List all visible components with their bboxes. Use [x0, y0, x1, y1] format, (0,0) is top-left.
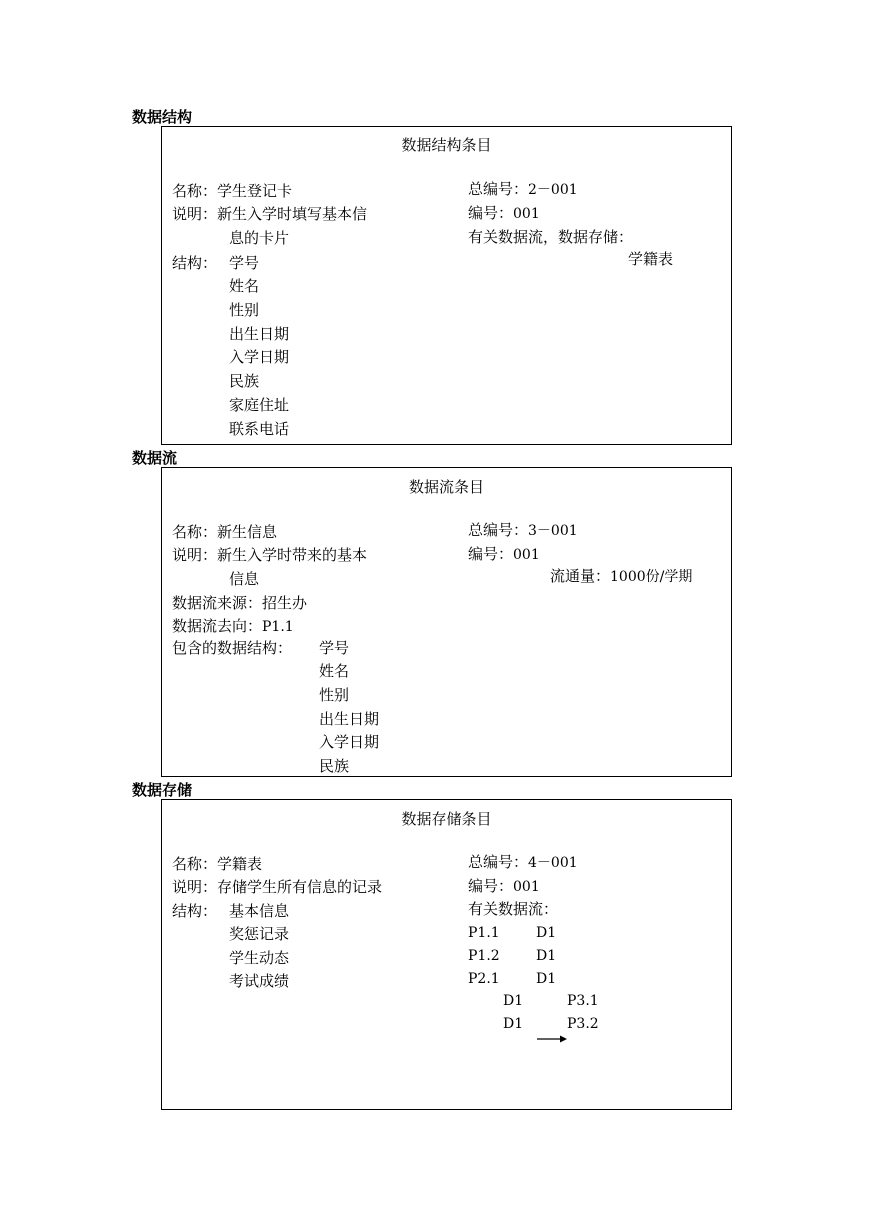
store-flow-from: P2.1: [468, 971, 500, 987]
structure-related-value: 学籍表: [628, 250, 674, 268]
structure-field: 家庭住址: [229, 396, 290, 414]
structure-total-number-label: 总编号：: [468, 180, 529, 198]
arrow-right-icon: [536, 1033, 568, 1045]
section-heading-structure: 数据结构: [132, 108, 193, 126]
flow-field: 性别: [319, 686, 350, 704]
structure-number: [468, 204, 540, 223]
flow-volume-label: 流通量：: [550, 567, 611, 585]
flow-field: 入学日期: [319, 733, 380, 751]
store-total-number-value: 4－001: [528, 855, 578, 871]
flow-source: 数据流来源：招生办: [172, 594, 308, 612]
store-entry-box: [161, 799, 732, 1110]
flow-field: 出生日期: [319, 710, 380, 728]
flow-destination-label: 数据流去向：: [172, 617, 263, 635]
flow-number-label: 编号：: [468, 545, 514, 563]
store-flow-to: P3.2: [567, 1016, 599, 1032]
flow-field: 民族: [319, 757, 350, 775]
structure-total-number: [468, 180, 578, 199]
structure-entry-title: 数据结构条目: [401, 136, 492, 154]
flow-number: [468, 545, 540, 564]
store-description: 说明：存储学生所有信息的记录: [172, 878, 383, 896]
flow-volume-number: 1000: [610, 569, 646, 585]
flow-entry-title: 数据流条目: [408, 478, 484, 496]
store-flow-to: D1: [536, 948, 557, 964]
flow-number-value: 001: [513, 547, 540, 563]
store-flow-to: P3.1: [567, 993, 599, 1009]
store-number: [468, 877, 540, 896]
structure-description-line1: 说明：新生入学时填写基本信: [172, 205, 368, 223]
structure-number-label: 编号：: [468, 204, 514, 222]
structure-field: 性别: [229, 301, 260, 319]
structure-name: 名称：学生登记卡: [172, 182, 293, 200]
structure-entry-box: [161, 126, 732, 445]
structure-number-value: 001: [513, 206, 540, 222]
store-field: 奖惩记录: [229, 925, 290, 943]
flow-total-number: [468, 521, 578, 540]
store-name: 名称：学籍表: [172, 855, 263, 873]
flow-destination-value: P1.1: [262, 619, 294, 635]
section-heading-flow: 数据流: [132, 449, 178, 467]
store-flow-from: D1: [503, 993, 524, 1009]
flow-field: 姓名: [319, 662, 350, 680]
store-flow-from: P1.1: [468, 925, 500, 941]
store-total-number-label: 总编号：: [468, 853, 529, 871]
flow-volume-unit: 份/学期: [645, 569, 693, 585]
structure-field: 姓名: [229, 277, 260, 295]
structure-field: 出生日期: [229, 325, 290, 343]
store-number-label: 编号：: [468, 877, 514, 895]
store-flow-from: D1: [503, 1016, 524, 1032]
structure-field: 学号: [229, 254, 260, 272]
flow-volume: [550, 567, 692, 586]
store-total-number: [468, 853, 578, 872]
store-field: 考试成绩: [229, 972, 290, 990]
structure-description-line2: 息的卡片: [229, 229, 290, 247]
store-number-value: 001: [513, 879, 540, 895]
flow-description-line1: 说明：新生入学时带来的基本: [172, 546, 368, 564]
flow-contains-label: 包含的数据结构：: [172, 639, 293, 657]
store-field: 学生动态: [229, 949, 290, 967]
flow-total-number-value: 3－001: [528, 523, 578, 539]
flow-entry-box: [161, 467, 732, 777]
flow-name: 名称：新生信息: [172, 523, 278, 541]
store-flow-to: D1: [536, 925, 557, 941]
structure-field: 联系电话: [229, 420, 290, 438]
flow-total-number-label: 总编号：: [468, 521, 529, 539]
store-field: 基本信息: [229, 902, 290, 920]
structure-field: 入学日期: [229, 348, 290, 366]
flow-description-line2: 信息: [229, 570, 260, 588]
structure-field: 民族: [229, 372, 260, 390]
structure-related-label: 有关数据流，数据存储：: [468, 228, 634, 246]
flow-field: 学号: [319, 639, 350, 657]
structure-total-number-value: 2－001: [528, 182, 578, 198]
store-entry-title: 数据存储条目: [401, 810, 492, 828]
store-flow-to: D1: [536, 971, 557, 987]
structure-struct-label: 结构：: [172, 254, 218, 272]
store-flow-from: P1.2: [468, 948, 500, 964]
section-heading-store: 数据存储: [132, 781, 193, 799]
flow-destination: [172, 617, 294, 636]
store-struct-label: 结构：: [172, 902, 218, 920]
store-related-label: 有关数据流：: [468, 900, 559, 918]
